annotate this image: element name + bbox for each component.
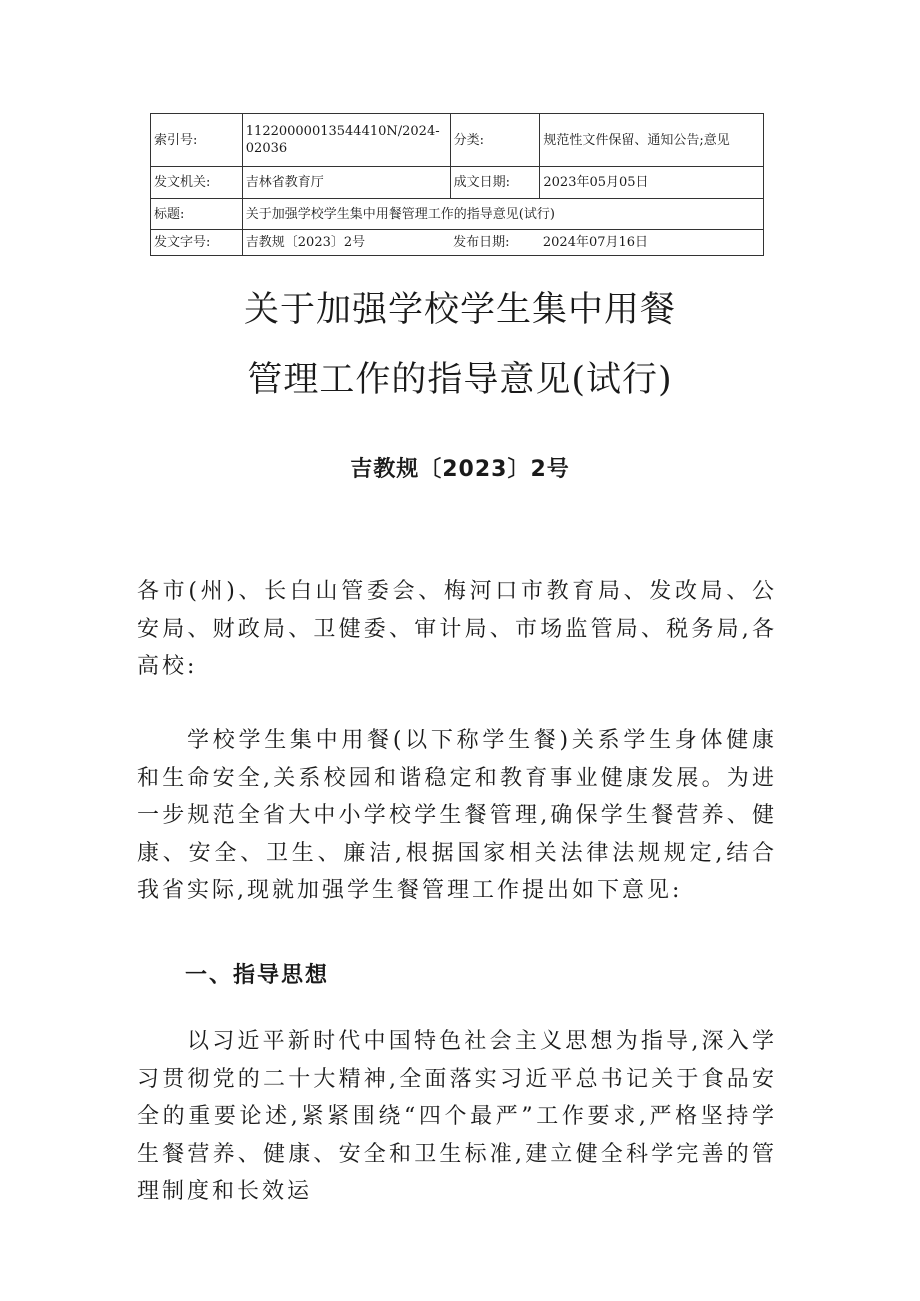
category-value: 规范性文件保留、通知公告;意见 (540, 114, 764, 167)
subject-value: 关于加强学校学生集中用餐管理工作的指导意见(试行) (242, 199, 763, 230)
doc-number-label: 发文字号: (151, 230, 243, 256)
document-title-line-1: 关于加强学校学生集中用餐 (243, 290, 676, 330)
metadata-row-issuer (151, 167, 764, 199)
category-label: 分类: (450, 114, 540, 167)
written-date-value: 2023年05月05日 (540, 167, 764, 199)
publish-date-value: 2024年07月16日 (540, 230, 764, 256)
index-value: 11220000013544410N/2024-02036 (242, 114, 450, 167)
metadata-row-index (151, 114, 764, 167)
metadata-row-subject (151, 199, 764, 230)
doc-number-value: 吉教规〔2023〕2号 (242, 230, 450, 256)
document-title-line-2: 管理工作的指导意见(试行) (247, 360, 673, 400)
issuer-label: 发文机关: (151, 167, 243, 199)
subject-label: 标题: (151, 199, 243, 230)
issuer-value: 吉林省教育厅 (242, 167, 450, 199)
document-metadata-table (150, 113, 764, 256)
section-1-heading: 一、指导思想 (185, 963, 330, 988)
written-date-label: 成文日期: (450, 167, 540, 199)
section-1-paragraph: 以习近平新时代中国特色社会主义思想为指导,深入学习贯彻党的二十大精神,全面落实习近平总书记关于食品安全的重要论述,紧紧围绕“四个最严”工作要求,严格坚持学生餐营养、健康、安全和卫生标准,建立健全科学完善的管理制度和长效运 (137, 1029, 777, 1204)
metadata-row-doc-number (151, 230, 764, 256)
index-label: 索引号: (151, 114, 243, 167)
intro-paragraph: 学校学生集中用餐(以下称学生餐)关系学生身体健康和生命安全,关系校园和谐稳定和教育事业健康发展。为进一步规范全省大中小学校学生餐管理,确保学生餐营养、健康、安全、卫生、廉洁,根据国家相关法律法规规定,结合我省实际,现就加强学生餐管理工作提出如下意见: (137, 728, 777, 903)
publish-date-label: 发布日期: (450, 230, 540, 256)
addressees-paragraph: 各市(州)、长白山管委会、梅河口市教育局、发改局、公安局、财政局、卫健委、审计局、市场监管局、税务局,各高校: (137, 579, 777, 679)
document-number: 吉教规〔2023〕2号 (350, 457, 570, 482)
